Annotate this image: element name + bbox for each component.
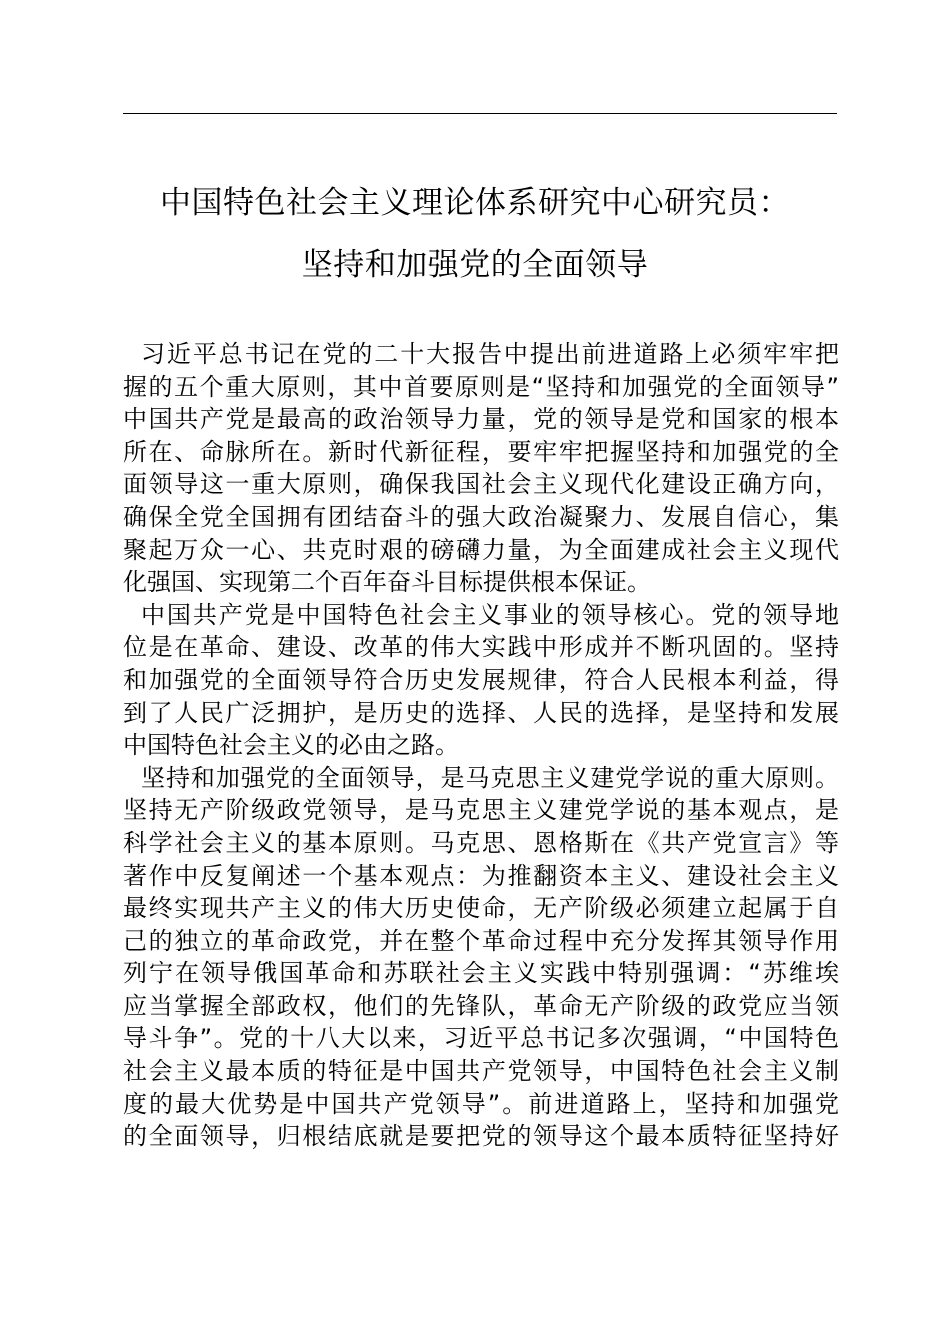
- paragraph-line: 应当掌握全部政权，他们的先锋队，革命无产阶级的政党应当领: [123, 991, 839, 1020]
- paragraph-line: 化强国、实现第二个百年奋斗目标提供根本保证。: [123, 568, 651, 597]
- paragraph-line: 习近平总书记在党的二十大报告中提出前进道路上必须牢牢把: [141, 340, 839, 368]
- paragraph-line: 社会主义最本质的特征是中国共产党领导，中国特色社会主义制: [123, 1057, 839, 1086]
- paragraph-line: 聚起万众一心、共克时艰的磅礴力量，为全面建成社会主义现代: [123, 535, 839, 564]
- paragraph-1: [123, 338, 839, 599]
- paragraph-line: 确保全党全国拥有团结奋斗的强大政治凝聚力、发展自信心，集: [123, 502, 839, 531]
- paragraph-line: 列宁在领导俄国革命和苏联社会主义实践中特别强调：“苏维埃: [123, 959, 839, 988]
- title-line-1: 中国特色社会主义理论体系研究中心研究员：: [160, 185, 790, 221]
- paragraph-line: 中国共产党是中国特色社会主义事业的领导核心。党的领导地: [141, 600, 839, 629]
- article-body: [123, 338, 839, 1153]
- paragraph-line: 位是在革命、建设、改革的伟大实践中形成并不断巩固的。坚持: [123, 633, 839, 662]
- document-title: [100, 172, 850, 296]
- paragraph-line: 坚持无产阶级政党领导，是马克思主义建党学说的基本观点，是: [123, 796, 839, 825]
- paragraph-line: 和加强党的全面领导符合历史发展规律，符合人民根本利益，得: [123, 665, 839, 694]
- header-rule: [123, 113, 837, 114]
- paragraph-line: 中国特色社会主义的必由之路。: [123, 731, 459, 760]
- paragraph-line: 导斗争”。党的十八大以来，习近平总书记多次强调，“中国特色: [123, 1024, 839, 1053]
- paragraph-line: 度的最大优势是中国共产党领导”。前进道路上，坚持和加强党: [123, 1089, 839, 1118]
- paragraph-line: 中国共产党是最高的政治领导力量，党的领导是党和国家的根本: [123, 405, 839, 434]
- paragraph-line: 己的独立的革命政党，并在整个革命过程中充分发挥其领导作用: [123, 926, 839, 955]
- paragraph-3: [123, 762, 839, 1153]
- paragraph-line: 到了人民广泛拥护，是历史的选择、人民的选择，是坚持和发展: [123, 698, 839, 727]
- paragraph-2: [123, 599, 839, 762]
- paragraph-line: 握的五个重大原则，其中首要原则是“坚持和加强党的全面领导”: [123, 372, 839, 401]
- paragraph-line: 坚持和加强党的全面领导，是马克思主义建党学说的重大原则。: [141, 763, 839, 792]
- paragraph-line: 的全面领导，归根结底就是要把党的领导这个最本质特征坚持好: [123, 1122, 839, 1151]
- title-line-2: 坚持和加强党的全面领导: [301, 247, 649, 283]
- paragraph-line: 面领导这一重大原则，确保我国社会主义现代化建设正确方向，: [123, 470, 839, 499]
- paragraph-line: 科学社会主义的基本原则。马克思、恩格斯在《共产党宣言》等: [123, 828, 839, 857]
- paragraph-line: 著作中反复阐述一个基本观点：为推翻资本主义、建设社会主义: [123, 861, 839, 890]
- paragraph-line: 最终实现共产主义的伟大历史使命，无产阶级必须建立起属于自: [123, 894, 839, 923]
- paragraph-line: 所在、命脉所在。新时代新征程，要牢牢把握坚持和加强党的全: [123, 437, 839, 466]
